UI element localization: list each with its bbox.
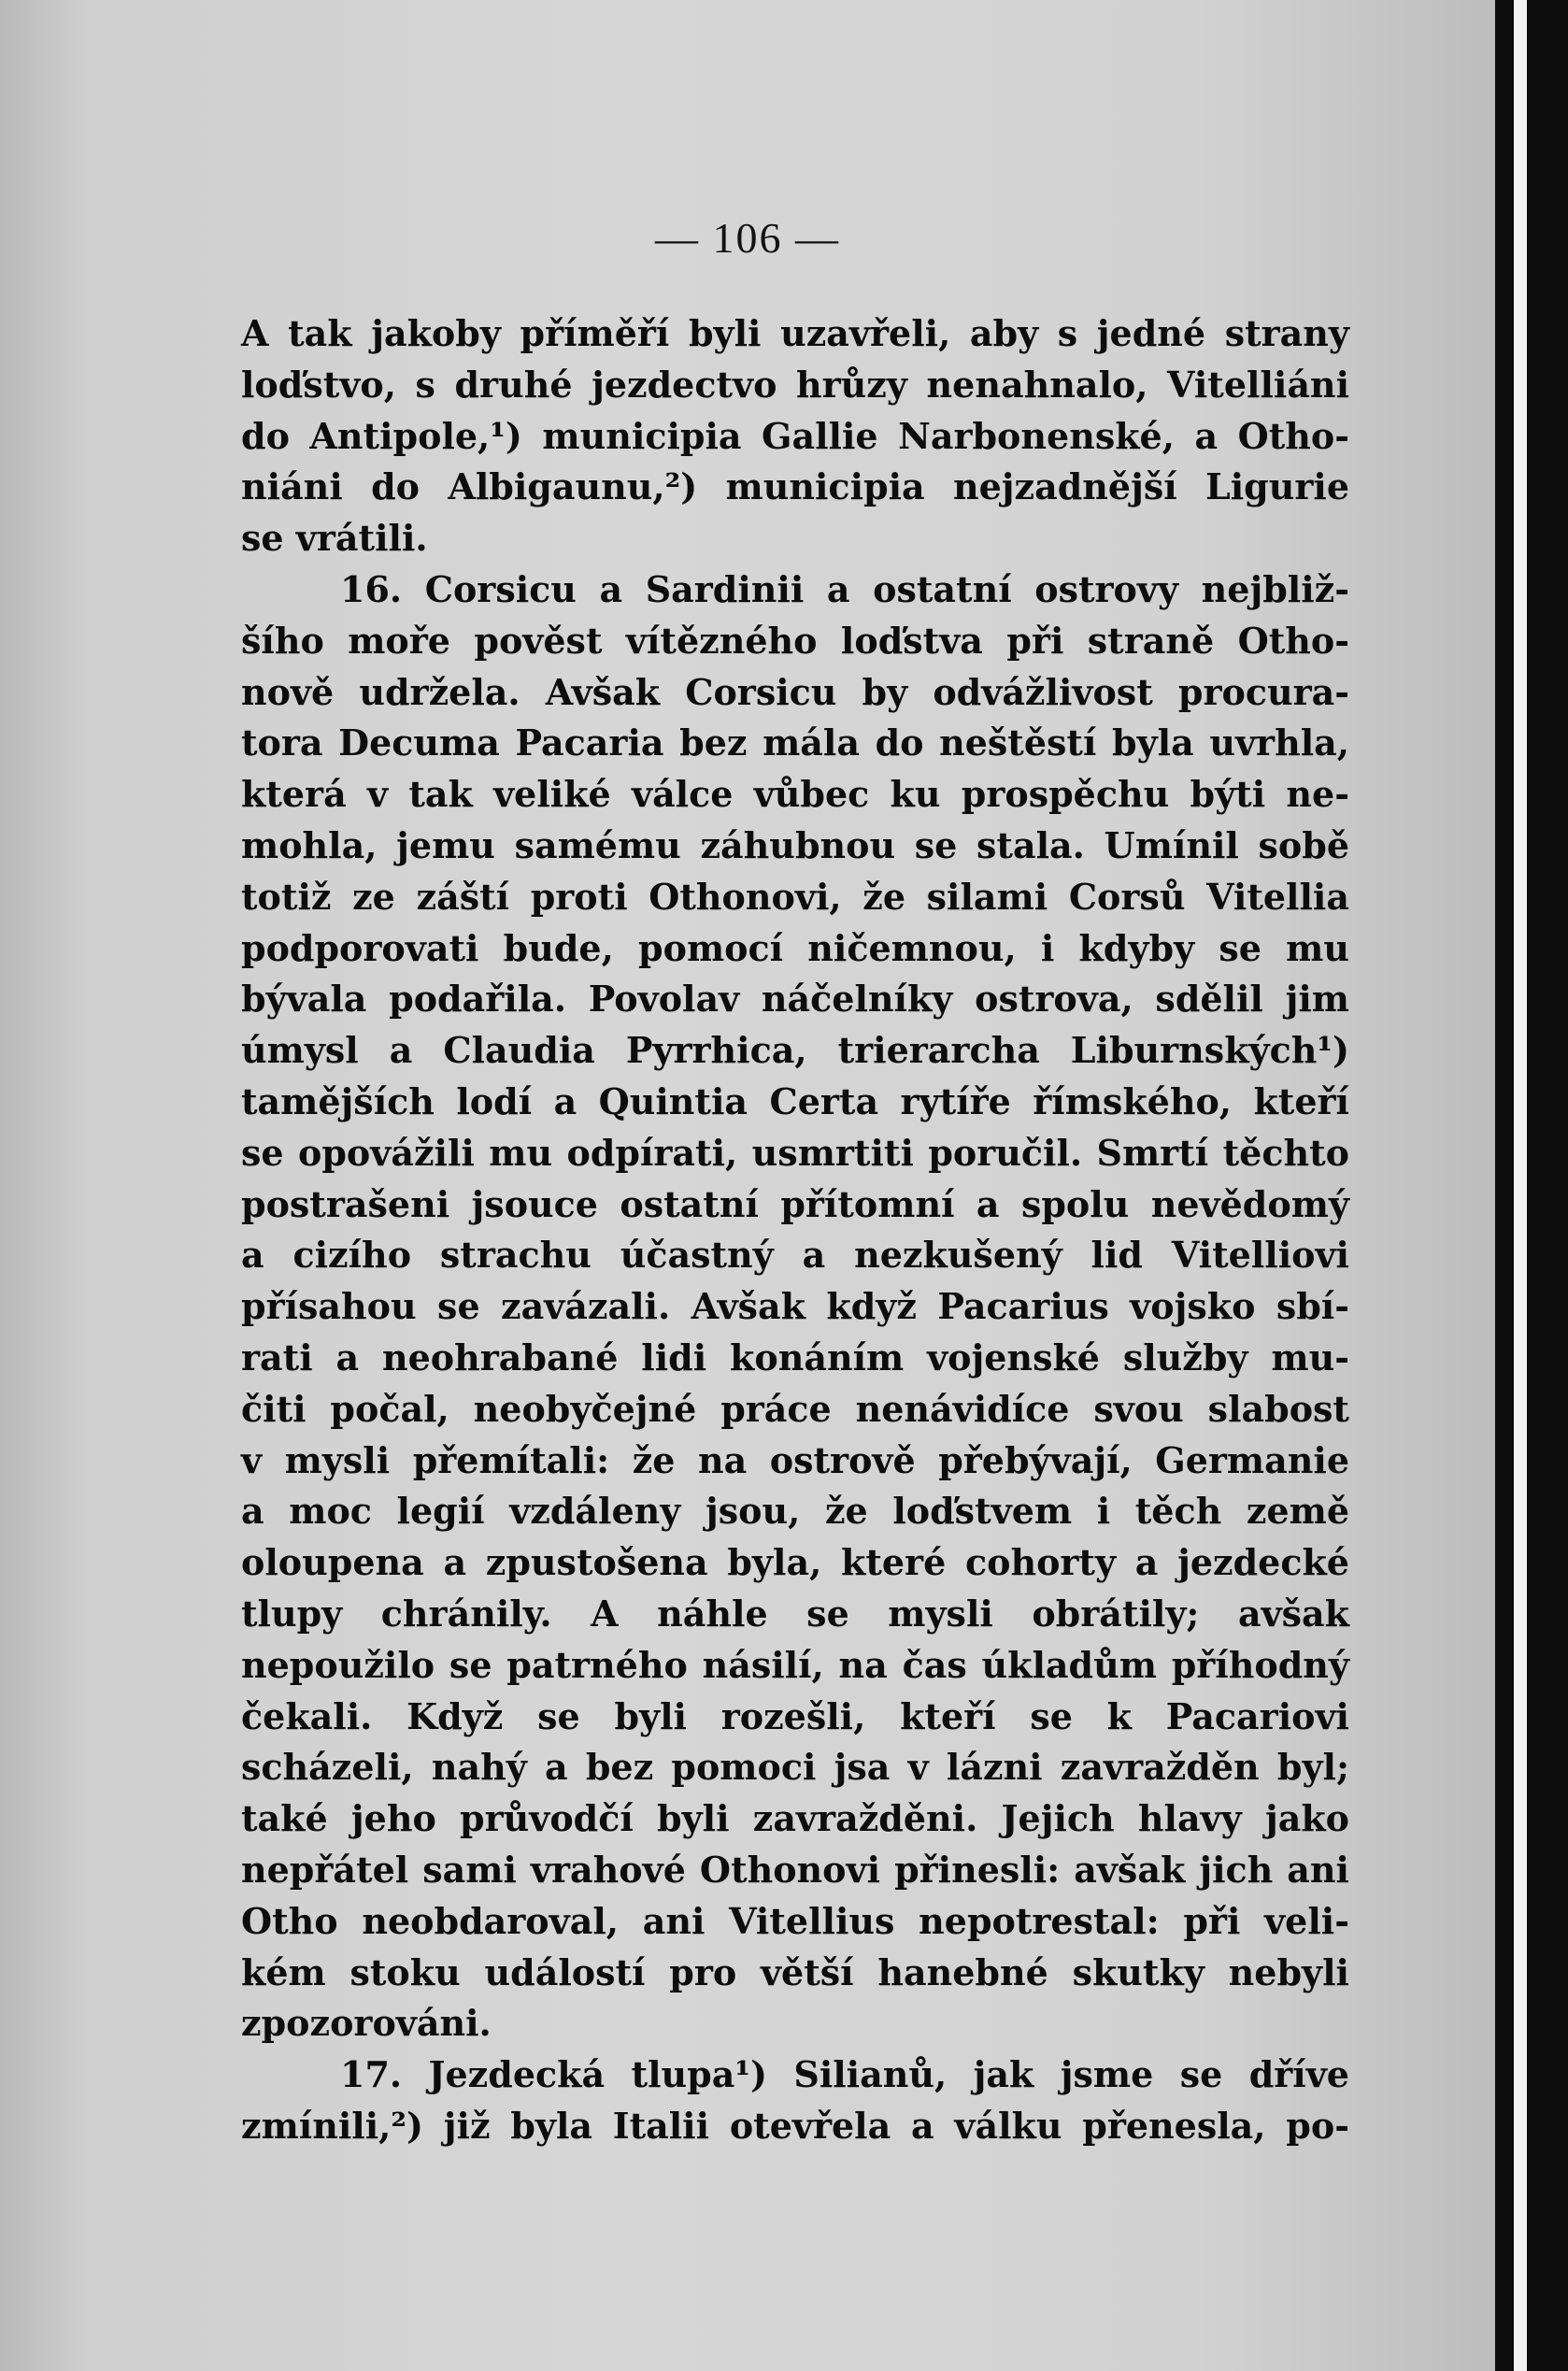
text-line: přísahou se zavázali. Avšak když Pacarius vojsko sbí- — [241, 1285, 1349, 1328]
text-line: tamějších lodí a Quintia Certa rytíře římského, kteří — [241, 1079, 1349, 1122]
text-line: mohla, jemu samému záhubnou se stala. Umínil sobě — [241, 823, 1349, 866]
text-line: 17. Jezdecká tlupa¹) Silianů, jak jsme se dříve — [340, 2053, 1349, 2096]
text-line: také jeho průvodčí byli zavražděni. Jejich hlavy jako — [241, 1797, 1349, 1840]
text-line: která v tak veliké válce vůbec ku prospěchu býti ne- — [241, 773, 1349, 816]
body-text — [241, 308, 1349, 2152]
page-number: — 106 — — [655, 214, 840, 262]
text-line: Otho neobdaroval, ani Vitellius nepotrestal: při veli- — [241, 1899, 1349, 1942]
text-line: tora Decuma Pacaria bez mála do neštěstí byla uvrhla, — [241, 721, 1349, 764]
text-line: postrašeni jsouce ostatní přítomní a spolu nevědomý — [241, 1182, 1349, 1225]
text-line: čekali. Když se byli rozešli, kteří se k Pacariovi — [241, 1694, 1349, 1737]
text-line: totiž ze záští proti Othonovi, že silami Corsů Vitellia — [241, 875, 1349, 918]
text-line: kém stoku událostí pro větší hanebné skutky nebyli — [241, 1950, 1349, 1993]
text-line: do Antipole,¹) municipia Gallie Narbonenské, a Otho- — [241, 414, 1349, 457]
text-line: čiti počal, neobyčejné práce nenávidíce svou slabost — [241, 1387, 1349, 1430]
text-line: loďstvo, s druhé jezdectvo hrůzy nenahnalo, Vitelliáni — [241, 363, 1349, 406]
text-line: niáni do Albigaunu,²) municipia nejzadnější Ligurie — [241, 465, 1349, 508]
text-line: bývala podařila. Povolav náčelníky ostrova, sdělil jim — [241, 978, 1349, 1021]
text-line: podporovati bude, pomocí ničemnou, i kdyby se mu — [241, 926, 1349, 969]
text-line: tlupy chránily. A náhle se mysli obrátily; avšak — [241, 1592, 1349, 1635]
text-line: 16. Corsicu a Sardinii a ostatní ostrovy nejbliž- — [340, 567, 1349, 610]
text-line: v mysli přemítali: že na ostrově přebývají, Germanie — [241, 1438, 1349, 1481]
text-line: a moc legií vzdáleny jsou, že loďstvem i těch země — [241, 1490, 1349, 1533]
page-edge — [1514, 0, 1527, 2371]
text-line: A tak jakoby příměří byli uzavřeli, aby s jedné strany — [241, 312, 1349, 354]
text-line: se opovážili mu odpírati, usmrtiti poručil. Smrtí těchto — [241, 1131, 1349, 1174]
text-line: a cizího strachu účastný a nezkušený lid Vitelliovi — [241, 1234, 1349, 1277]
text-line: nově udržela. Avšak Corsicu by odvážlivost procura- — [241, 670, 1349, 713]
text-line: šího moře pověst vítězného loďstva při straně Otho- — [241, 619, 1349, 662]
text-line: se vrátili. — [241, 517, 428, 560]
text-line: nepoužilo se patrného násilí, na čas úkladům příhodný — [241, 1643, 1349, 1686]
text-line: nepřátel sami vrahové Othonovi přinesli: avšak jich ani — [241, 1848, 1349, 1891]
text-line: oloupena a zpustošena byla, které cohorty a jezdecké — [241, 1541, 1349, 1584]
text-line: úmysl a Claudia Pyrrhica, trierarcha Liburnských¹) — [241, 1029, 1349, 1072]
text-line: rati a neohrabané lidi konáním vojenské služby mu- — [241, 1335, 1349, 1378]
text-line: zpozorováni. — [241, 2002, 492, 2045]
text-line: scházeli, nahý a bez pomoci jsa v lázni zavražděn byl; — [241, 1746, 1349, 1789]
text-line: zmínili,²) již byla Italii otevřela a válku přenesla, po- — [241, 2104, 1349, 2147]
